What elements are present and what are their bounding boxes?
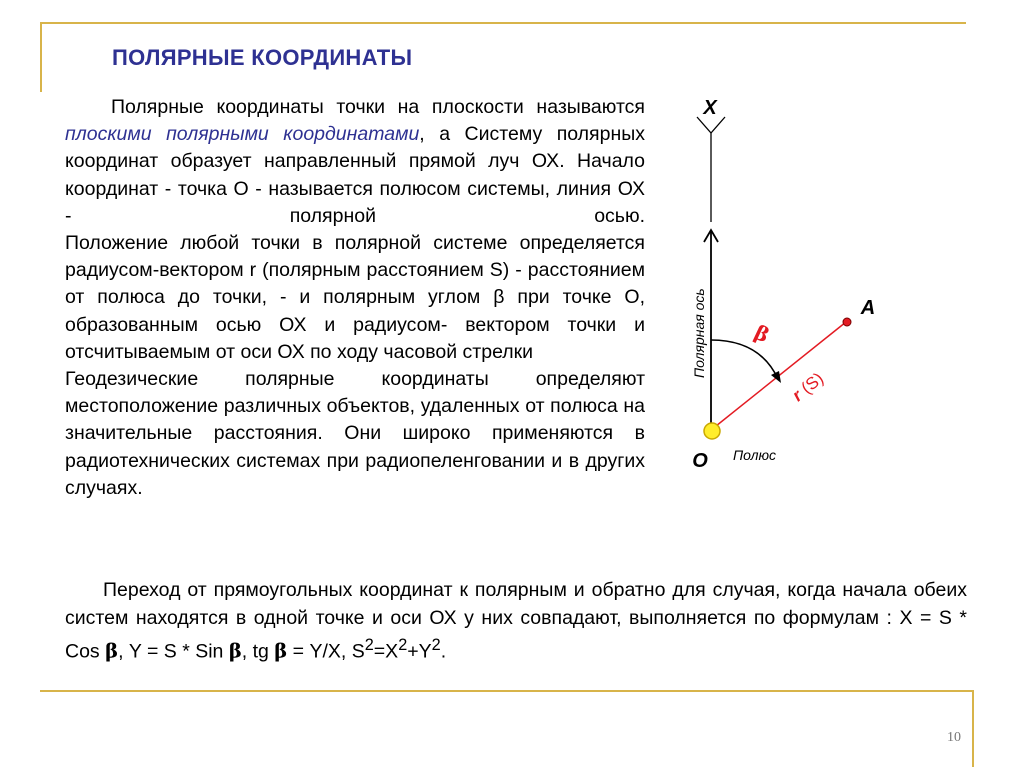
formula-part-1: , Y = S * Sin (118, 640, 229, 663)
definition-rest: , а Систему полярных координат образует направленный прямой луч ОХ. Начало координат - точка О - называется полюсом системы, линия ОХ - полярной осью. (65, 123, 645, 227)
angle-beta-label: β (750, 319, 774, 348)
frame-right-line (972, 690, 974, 767)
axis-fork-left (697, 117, 711, 133)
formula-part-4: =X (373, 640, 399, 663)
formula-sup-3: 2 (431, 636, 441, 654)
definition-paragraph (65, 94, 645, 230)
radius-r-label: r (788, 386, 806, 406)
slide-title: ПОЛЯРНЫЕ КООРДИНАТЫ (112, 45, 413, 70)
geodetic-paragraph: Геодезические полярные координаты определяют местоположение различных объектов, удаленных от полюса на значительные расстояния. Они широко применяются в радиотехнических системах при радиопеленговании и в других случаях. (65, 368, 645, 499)
definition-intro: Полярные координаты точки на плоскости называются (111, 96, 645, 118)
frame-top-line (40, 22, 966, 24)
point-a-label: A (860, 297, 876, 319)
transition-paragraph (65, 577, 967, 666)
angle-beta-arc (711, 340, 778, 379)
formula-beta-1: β (105, 639, 119, 663)
frame-bottom-line (40, 690, 974, 692)
formula-sup-1: 2 (364, 636, 374, 654)
pole-caption: Полюс (733, 447, 777, 463)
polar-axis-label: Полярная ось (691, 288, 707, 378)
axis-x-label: X (703, 97, 717, 119)
main-text-block (65, 94, 645, 502)
radius-label-group (789, 369, 828, 405)
formula-sup-2: 2 (398, 636, 408, 654)
formula-part-3: = Y/X, S (287, 640, 365, 663)
formula-beta-3: β (274, 639, 288, 663)
formula-part-2: , tg (241, 640, 275, 663)
pole-o-label: O (692, 450, 708, 472)
transition-text-block (65, 577, 967, 666)
pole-point-marker (704, 423, 720, 439)
radius-label-text (789, 369, 828, 405)
formula-part-5: +Y (407, 640, 432, 663)
transition-text: Переход от прямоугольных координат к полярным и обратно для случая, когда начала обеих систем находятся в одной точке и оси ОХ у них совпадают, выполняется по формулам : X = S * Cos (65, 579, 967, 663)
axis-fork-right (711, 117, 725, 133)
radius-s-label: (S) (797, 368, 828, 398)
frame-left-line (40, 22, 42, 92)
formula-beta-2: β (228, 639, 242, 663)
definition-term: плоскими полярными координатами (65, 123, 420, 146)
formula-end: . (440, 640, 447, 663)
position-paragraph: Положение любой точки в полярной системе определяется радиусом-вектором r (полярным расстоянием S) - расстоянием от полюса до точки, - и полярным углом β при точке О, образованным осью ОХ и радиусом- вектором точки и отсчитываемым от оси ОХ по ходу часовой стрелки (65, 232, 645, 363)
point-a-marker (843, 318, 851, 326)
page-number: 10 (947, 730, 961, 745)
polar-coordinates-diagram (660, 90, 890, 490)
